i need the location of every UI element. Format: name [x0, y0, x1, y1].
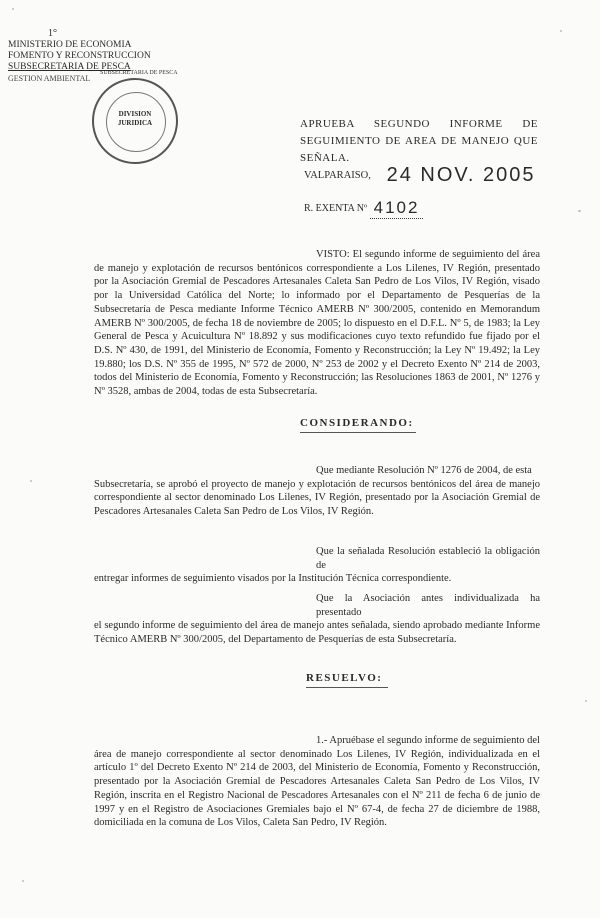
visto-paragraph — [94, 248, 540, 399]
letterhead — [8, 40, 188, 84]
visto-text: VISTO: El segundo informe de seguimiento del área de manejo y explotación de recursos bentónicos correspondiente a Los Lilenes, IV Región, presentado por la Asociación Gremial de Pescadores Artesanales Caleta San Pedro de Los Vilos, IV Región, visado por la Universidad Católica del Norte; lo informado por el Departamento de Pesquerías de la Subsecretaría de Pesca mediante Informe Técnico AMERB Nº 300/2005, contenido en Memorandum AMERB Nº 300/2005, de fecha 18 de noviembre de 2005; lo dispuesto en el D.F.L. Nº 5, de 1983; la Ley General de Pesca y Acuicultura Nº 18.892 y sus modificaciones cuyo texto refundido fue fijado por el D.S. Nº 430, de 1991, del Ministerio de Economía, Fomento y Reconstrucción; la Ley Nº 19.492; la Ley 19.880; los D.S. Nº 355 de 1995, Nº 572 de 2000, Nº 253 de 2002 y el Decreto Exento Nº 214 de 2003, todos del Ministerio de Economía, Fomento y Reconstrucción; las Resoluciones 1863 de 2001, Nº 1276 y Nº 3528, ambas de 2004, todas de esta Subsecretaría. — [94, 249, 540, 398]
stamp-text — [94, 110, 176, 128]
considerando-heading: CONSIDERANDO: — [300, 417, 414, 429]
scan-speck — [578, 210, 581, 212]
considerando-body: el segundo informe de seguimiento del área de manejo antes señalada, siendo aprobado mediante Informe Técnico AMERB Nº 300/2005, del Departamento de Pesquerías de esta Subsecretaría. — [94, 620, 540, 646]
scan-speck — [22, 880, 24, 882]
resuelvo-lead: 1.- Apruébase el segundo informe de seguimiento del — [316, 735, 540, 746]
resuelvo-heading: RESUELVO: — [306, 672, 383, 684]
heading-underline — [300, 432, 416, 433]
dateline-date: 24 NOV. 2005 — [386, 164, 536, 186]
considerando-2 — [94, 545, 540, 586]
letterhead-line: FOMENTO Y RECONSTRUCCION — [8, 51, 151, 61]
scan-speck — [30, 480, 32, 482]
scan-speck — [585, 700, 587, 702]
resuelvo-body: área de manejo correspondiente al sector denominado Los Lilenes, IV Región, individualizada en el artículo 1º del Decreto Exento Nº 214 de 2003, del Ministerio de Economía, Fomento y Reconstrucción, presentado por la Asociación Gremial de Pescadores Artesanales Caleta San Pedro de Los Vilos, IV Región, inscrita en el Registro Nacional de Pescadores Artesanales con el Nº 211 de fecha 6 de junio de 1997 y en el Registro de Asociaciones Gremiales bajo el Nº 67-4, de fecha 27 de diciembre de 1988, domiciliada en la comuna de Los Vilos, Caleta San Pedro, IV Región. — [94, 748, 540, 829]
dateline-place: VALPARAISO, — [304, 170, 371, 181]
stamp-ring-text: SUBSECRETARIA DE PESCA — [100, 70, 178, 76]
dateline — [304, 164, 536, 187]
considerando-body: entregar informes de seguimiento visados por la Institución Técnica correspondiente. — [94, 573, 452, 585]
resuelvo-1 — [94, 734, 540, 830]
stamp-line: JURIDICA — [117, 119, 153, 127]
exenta-label: R. EXENTA Nº — [304, 203, 368, 214]
document-reference: APRUEBA SEGUNDO INFORME DE SEGUIMIENTO DE AREA DE MANEJO QUE SEÑALA. — [300, 118, 538, 164]
considerando-1 — [94, 464, 540, 519]
scan-speck — [560, 30, 562, 32]
exenta-number — [304, 198, 423, 219]
considerando-body: Subsecretaría, se aprobó el proyecto de manejo y explotación de recursos bentónicos del área de manejo correspondiente al sector denominado Los Lilenes, IV Región, presentado por la Asociación Gremial de Pescadores Artesanales Caleta San Pedro de Los Vilos, IV Región. — [94, 478, 540, 518]
considerando-lead: Que la señalada Resolución estableció la obligación de — [316, 546, 540, 571]
letterhead-line: SUBSECRETARIA DE PESCA — [8, 62, 131, 72]
considerando-3 — [94, 592, 540, 647]
page-mark: 1° — [48, 28, 57, 39]
heading-underline — [306, 687, 388, 688]
letterhead-line: GESTION AMBIENTAL — [8, 74, 91, 83]
considerando-lead: Que mediante Resolución Nº 1276 de 2004, de esta — [316, 465, 532, 476]
exenta-value: 4102 — [370, 198, 424, 219]
considerando-lead: Que la Asociación antes individualizada ha presentado — [316, 593, 540, 618]
scan-speck — [12, 8, 14, 10]
letterhead-line: MINISTERIO DE ECONOMIA — [8, 40, 132, 50]
stamp-line: DIVISION — [118, 110, 152, 118]
division-juridica-stamp — [92, 70, 178, 164]
